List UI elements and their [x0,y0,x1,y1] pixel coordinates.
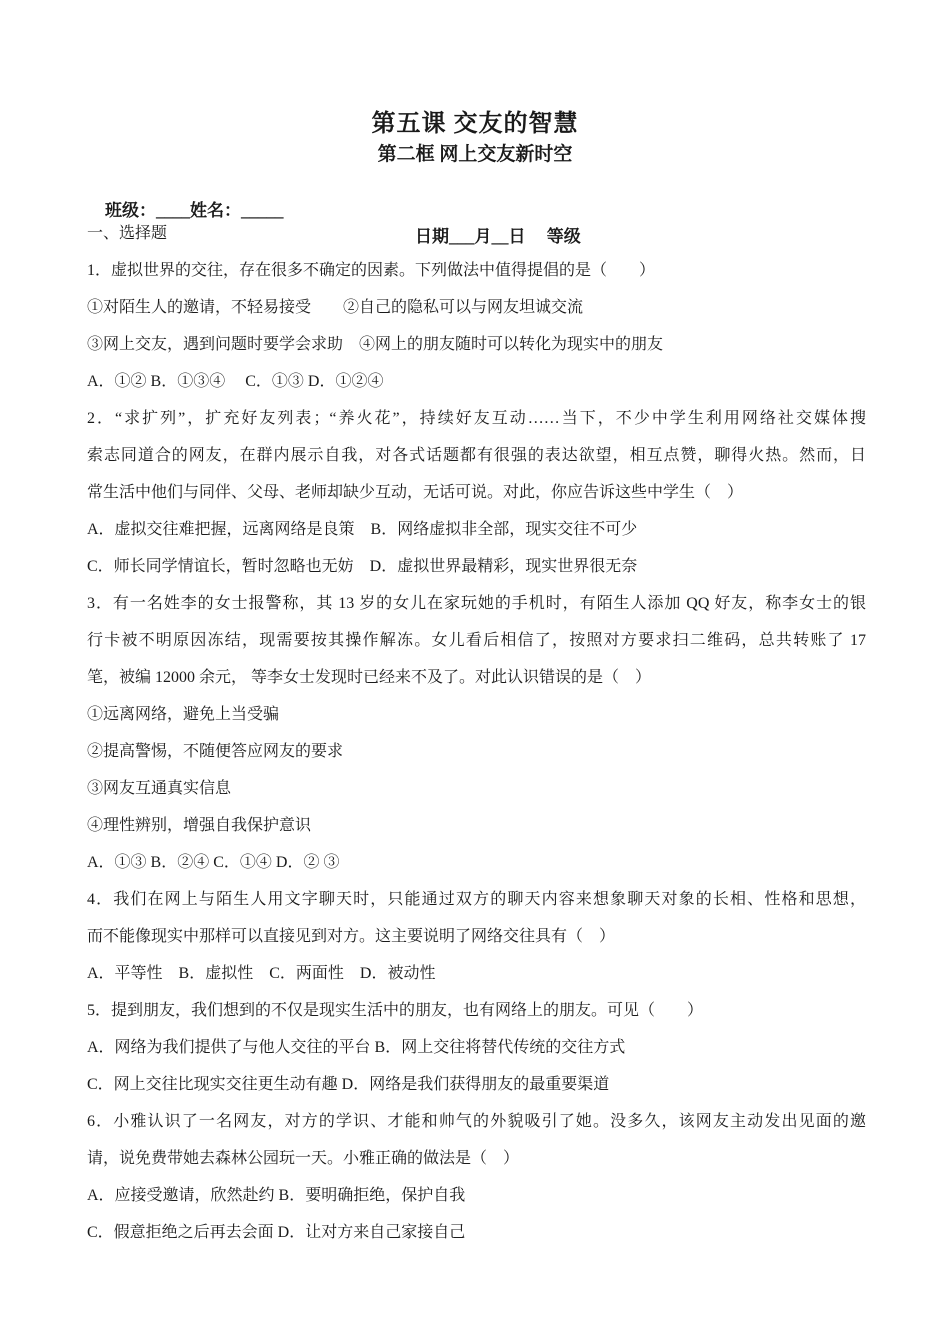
question-5-line-1: 5．提到朋友，我们想到的不仅是现实生活中的朋友，也有网络上的朋友。可见（ ） [87,1002,704,1019]
date-grade-blanks: 日期___月__日 等级 [415,227,581,246]
question-body [87,215,866,1251]
class-name-blanks: 班级：____姓名：_____ [105,201,284,220]
questions-container [87,252,866,1251]
question-2-line-2: 索志同道合的网友，在群内展示自我，对各式话题都有很强的表达欲望，相互点赞，聊得火热。然而，日 [87,447,866,464]
question-1-line-2: ①对陌生人的邀请，不轻易接受 ②自己的隐私可以与网友坦诚交流 [87,299,584,316]
question-5-line-2: A．网络为我们提供了与他人交往的平台 B．网上交往将替代传统的交往方式 [87,1039,626,1056]
question-3-line-5: ②提高警惕，不随便答应网友的要求 [87,743,344,760]
question-1-line-3: ③网上交友，遇到问题时要学会求助 ④网上的朋友随时可以转化为现实中的朋友 [87,336,664,353]
question-2-line-1: 2．“求扩列”，扩充好友列表；“养火花”，持续好友互动……当下，不少中学生利用网络社交媒体搜 [87,410,866,427]
question-3-line-2: 行卡被不明原因冻结，现需要按其操作解冻。女儿看后相信了，按照对方要求扫二维码，总共转账了 17 [87,632,866,649]
question-2-line-4: A．虚拟交往难把握，远离网络是良策 B．网络虚拟非全部，现实交往不可少 [87,521,638,538]
question-3-line-4: ①远离网络，避免上当受骗 [87,706,280,723]
question-6-line-2: 请，说免费带她去森林公园玩一天。小雅正确的做法是（ ） [87,1150,520,1167]
question-4-line-2: 而不能像现实中那样可以直接见到对方。这主要说明了网络交往具有（ ） [87,928,616,945]
question-6 [87,1103,866,1251]
doc-title: 第五课 交友的智慧 [371,111,579,137]
question-6-line-3: A．应接受邀请，欣然赴约 B．要明确拒绝，保护自我 [87,1187,466,1204]
question-3-line-6: ③网友互通真实信息 [87,780,232,797]
question-5 [87,992,866,1103]
question-2-line-3: 常生活中他们与同伴、父母、老师却缺少互动，无话可说。对此，你应告诉这些中学生（ ） [87,484,744,501]
question-4-line-1: 4．我们在网上与陌生人用文字聊天时，只能通过双方的聊天内容来想象聊天对象的长相、性格和思想， [87,891,866,908]
question-3-line-3: 笔，被编 12000 余元， 等李女士发现时已经来不及了。对此认识错误的是（ ） [87,669,652,686]
question-3 [87,585,866,881]
question-6-line-4: C．假意拒绝之后再去会面 D．让对方来自己家接自己 [87,1224,466,1241]
question-3-line-8: A．①③ B．②④ C．①④ D．② ③ [87,854,340,871]
question-2 [87,400,866,585]
question-1-line-4: A．①② B．①③④ C．①③ D．①②④ [87,373,384,390]
question-6-line-1: 6．小雅认识了一名网友，对方的学识、才能和帅气的外貌吸引了她。没多久，该网友主动发出见面的邀 [87,1113,866,1130]
question-3-line-7: ④理性辨别，增强自我保护意识 [87,817,312,834]
question-4 [87,881,866,992]
question-1-line-1: 1．虚拟世界的交往，存在很多不确定的因素。下列做法中值得提倡的是（ ） [87,262,656,279]
question-3-line-1: 3．有一名姓李的女士报警称，其 13 岁的女儿在家玩她的手机时，有陌生人添加 QQ 好友，称李女士的银 [87,595,866,612]
question-1 [87,252,866,400]
doc-subtitle: 第二框 网上交友新时空 [377,144,573,165]
question-4-line-3: A．平等性 B．虚拟性 C．两面性 D．被动性 [87,965,436,982]
section-header: 一、选择题 [87,225,168,242]
question-5-line-3: C．网上交往比现实交往更生动有趣 D．网络是我们获得朋友的最重要渠道 [87,1076,610,1093]
question-2-line-5: C．师长同学情谊长，暂时忽略也无妨 D．虚拟世界最精彩，现实世界很无奈 [87,558,638,575]
